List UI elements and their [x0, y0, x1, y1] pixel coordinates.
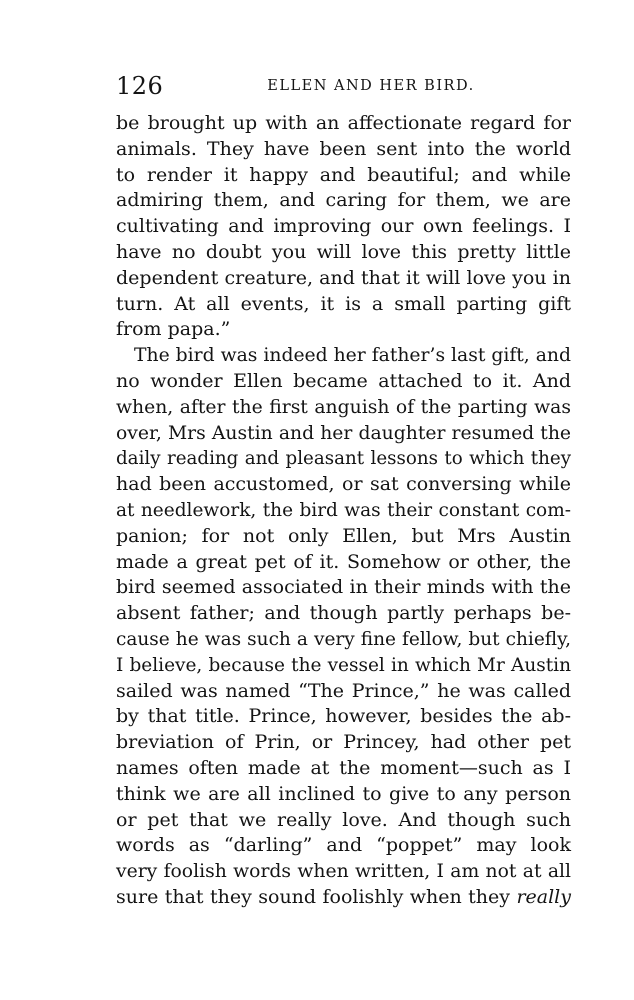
text-line: absent father; and though partly perhaps be- — [116, 602, 571, 625]
text-line: be brought up with an affectionate regard for — [116, 112, 571, 134]
text-line: at needlework, the bird was their constant com- — [116, 499, 571, 521]
last-line-text: sure that they sound foolishly when they — [116, 885, 511, 908]
text-line: had been accustomed, or sat conversing while — [116, 473, 571, 496]
text-line: animals. They have been sent into the world — [116, 137, 571, 160]
text-line: or pet that we really love. And though such — [116, 808, 571, 831]
text-line: very foolish words when written, I am not at all — [116, 861, 571, 883]
text-line: I believe, because the vessel in which Mr Austin — [116, 654, 571, 676]
text-line: when, after the first anguish of the parting was — [116, 396, 571, 418]
running-title: ELLEN AND HER BIRD. — [267, 78, 475, 94]
text-line: sailed was named “The Prince,” he was called — [116, 679, 571, 702]
text-line: to render it happy and beautiful; and while — [116, 163, 571, 186]
text-line: cause he was such a very fine fellow, but chiefly, — [116, 628, 571, 650]
text-line: made a great pet of it. Somehow or other, the — [116, 550, 571, 573]
text-line: dependent creature, and that it will love you in — [116, 266, 571, 289]
text-line: over, Mrs Austin and her daughter resumed the — [116, 422, 571, 444]
body-text — [116, 111, 571, 911]
text-line: by that title. Prince, however, besides the ab- — [116, 705, 571, 728]
text-line: daily reading and pleasant lessons to which they — [116, 448, 571, 470]
text-line: from papa.” — [116, 318, 231, 341]
text-line: panion; for not only Ellen, but Mrs Austin — [116, 524, 571, 547]
text-line-last — [116, 885, 571, 911]
text-line: bird seemed associated in their minds with the — [116, 576, 571, 599]
last-line-italic-word: really — [516, 885, 571, 908]
text-line: no wonder Ellen became attached to it. And — [116, 369, 571, 392]
text-line: words as “darling” and “poppet” may look — [116, 834, 571, 857]
text-line: turn. At all events, it is a small parting gift — [116, 292, 571, 315]
text-line: think we are all inclined to give to any person — [116, 782, 571, 805]
text-line: have no doubt you will love this pretty little — [116, 240, 571, 263]
text-line: cultivating and improving our own feelings. I — [116, 215, 571, 238]
paragraph-first-line: The bird was indeed her father’s last gift, and — [134, 345, 571, 367]
page-header — [116, 72, 568, 106]
text-line: breviation of Prin, or Princey, had other pet — [116, 731, 571, 754]
text-line: names often made at the moment—such as I — [116, 756, 571, 779]
page-number: 126 — [116, 72, 164, 100]
text-line: admiring them, and caring for them, we are — [116, 189, 571, 212]
